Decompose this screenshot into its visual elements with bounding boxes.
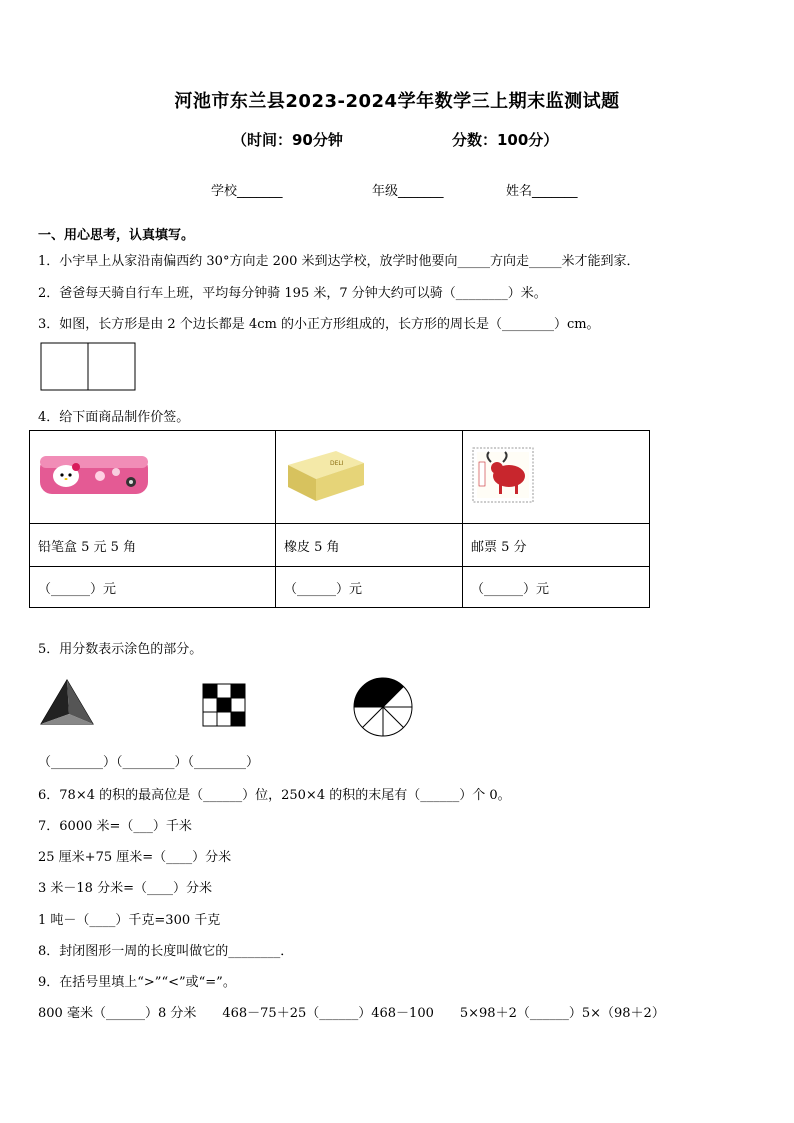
question-7b: 25 厘米+75 厘米=（____）分米 <box>38 850 232 865</box>
pencil-case-label: 铅笔盒 5 元 5 角 <box>30 524 276 567</box>
name-field[interactable]: 姓名_______ <box>506 184 578 199</box>
question-4: 4．给下面商品制作价签。 <box>38 410 190 425</box>
eraser-answer[interactable]: （______）元 <box>276 567 463 608</box>
pencil-case-image <box>38 452 150 498</box>
eraser-brand-label: DELI <box>330 460 344 467</box>
exam-score: 分数：100分） <box>452 131 559 149</box>
section-heading: 一、用心思考，认真填写。 <box>38 228 195 243</box>
question-5: 5．用分数表示涂色的部分。 <box>38 642 203 657</box>
pencil-case-image-cell <box>30 431 276 524</box>
question-3: 3．如图，长方形是由 2 个边长都是 4cm 的小正方形组成的，长方形的周长是（________）cm。 <box>38 317 600 332</box>
page-title: 河池市东兰县2023-2024学年数学三上期末监测试题 <box>174 91 620 112</box>
stamp-answer[interactable]: （______）元 <box>463 567 650 608</box>
shaded-triangle-figure <box>39 678 95 726</box>
question-8: 8．封闭图形一周的长度叫做它的________． <box>38 944 294 959</box>
price-table <box>29 430 650 608</box>
shaded-circle-figure <box>352 676 414 738</box>
eraser-image <box>284 445 368 505</box>
eraser-image-cell <box>276 431 463 524</box>
question-7d: 1 吨－（____）千克=300 千克 <box>38 913 221 928</box>
stamp-image <box>471 446 535 504</box>
exam-time: （时间：90分钟 <box>232 131 343 149</box>
grade-field[interactable]: 年级_______ <box>372 184 444 199</box>
question-6: 6．78×4 的积的最高位是（______）位，250×4 的积的末尾有（______）个 0。 <box>38 788 511 803</box>
question-7a: 7．6000 米=（___）千米 <box>38 819 192 834</box>
question-9: 9．在括号里填上“>”“<”或“=”。 <box>38 975 236 990</box>
question-1: 1．小宇早上从家沿南偏西约 30°方向走 200 米到达学校，放学时他要向_____方向走_____米才能到家． <box>38 254 640 269</box>
pencil-case-answer[interactable]: （______）元 <box>30 567 276 608</box>
question-7c: 3 米－18 分米=（____）分米 <box>38 881 212 896</box>
shaded-grid-figure <box>202 683 248 727</box>
school-field[interactable]: 学校_______ <box>211 184 283 199</box>
stamp-image-cell <box>463 431 650 524</box>
stamp-label: 邮票 5 分 <box>463 524 650 567</box>
eraser-label: 橡皮 5 角 <box>276 524 463 567</box>
question-2: 2．爸爸每天骑自行车上班，平均每分钟骑 195 米，7 分钟大约可以骑（________）米。 <box>38 286 547 301</box>
question-9-row: 800 毫米（______）8 分米 468－75＋25（______）468－100 5×98＋2（______）5×（98＋2） <box>38 1006 665 1021</box>
two-squares-figure <box>40 342 137 392</box>
question-5-answers[interactable]: （________）（________）（________） <box>38 755 260 770</box>
